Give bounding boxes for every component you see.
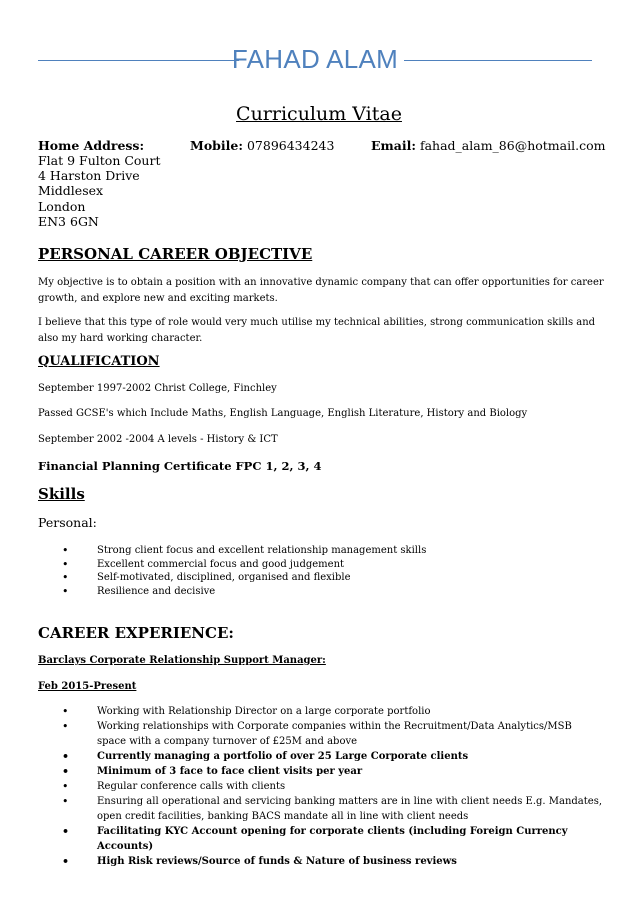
list-item: • Regular conference calls with clients (0, 779, 603, 794)
address-line: 4 Harston Drive (38, 168, 140, 184)
experience-heading: CAREER EXPERIENCE: (38, 624, 234, 642)
skills-list (0, 544, 603, 598)
qualification-line: Passed GCSE's which Include Maths, English Language, English Literature, History and Biology (38, 408, 528, 419)
address-line: Flat 9 Fulton Court (38, 153, 161, 168)
list-item: • Excellent commercial focus and good judgement (0, 558, 603, 572)
list-item: • Strong client focus and excellent relationship management skills (0, 544, 603, 558)
list-item: • Working relationships with Corporate companies within the Recruitment/Data Analytics/MSB space with a company turnover of £25M and above (0, 719, 603, 749)
experience-role: Barclays Corporate Relationship Support Manager: (38, 655, 326, 666)
objective-heading: PERSONAL CAREER OBJECTIVE (38, 245, 313, 263)
right-divider (404, 60, 592, 61)
list-item: • Minimum of 3 face to face client visits per year (0, 764, 603, 779)
qualification-line: September 2002 -2004 A levels - History & ICT (38, 434, 278, 445)
email-value: fahad_alam_86@hotmail.com (419, 138, 606, 153)
list-item: • Facilitating KYC Account opening for corporate clients (including Foreign Currency Accounts) (0, 824, 603, 854)
qualification-heading: QUALIFICATION (38, 354, 160, 369)
list-item: • Self-motivated, disciplined, organised and flexible (0, 571, 603, 585)
address-line: EN3 6GN (38, 213, 99, 229)
list-item: • Currently managing a portfolio of over 25 Large Corporate clients (0, 749, 603, 764)
certificate-line: Financial Planning Certificate FPC 1, 2, 3, 4 (38, 459, 322, 473)
experience-list (0, 704, 603, 869)
document-title: Curriculum Vitae (236, 103, 402, 125)
address-label: Home Address: (38, 138, 145, 153)
skills-heading: Skills (38, 485, 85, 503)
list-item: • High Risk reviews/Source of funds & Nature of business reviews (0, 854, 603, 869)
list-item: • Ensuring all operational and servicing banking matters are in line with client needs E.g. Mandates, open credit facilities, banking BACS mandate all in line with client needs (0, 794, 603, 824)
experience-period: Feb 2015-Present (38, 681, 137, 692)
objective-paragraph-2: I believe that this type of role would very much utilise my technical abilities, strong communication skills and also my hard working character. (38, 317, 596, 344)
objective-paragraph-1: My objective is to obtain a position with an innovative dynamic company that can offer opportunities for career growth, and explore new and exciting markets. (38, 277, 604, 304)
candidate-name: FAHAD ALAM (231, 44, 399, 74)
list-item: • Working with Relationship Director on a large corporate portfolio (0, 704, 603, 719)
mobile-label: Mobile: (190, 138, 243, 153)
name-header (38, 44, 592, 78)
qualification-line: September 1997-2002 Christ College, Finchley (38, 383, 277, 394)
address-line: London (38, 198, 86, 214)
skills-subheading: Personal: (38, 515, 97, 530)
home-address (38, 153, 160, 229)
address-line: Middlesex (38, 183, 104, 199)
email-label: Email: (371, 138, 416, 153)
list-item: • Resilience and decisive (0, 585, 603, 599)
mobile-value: 07896434243 (246, 138, 335, 153)
